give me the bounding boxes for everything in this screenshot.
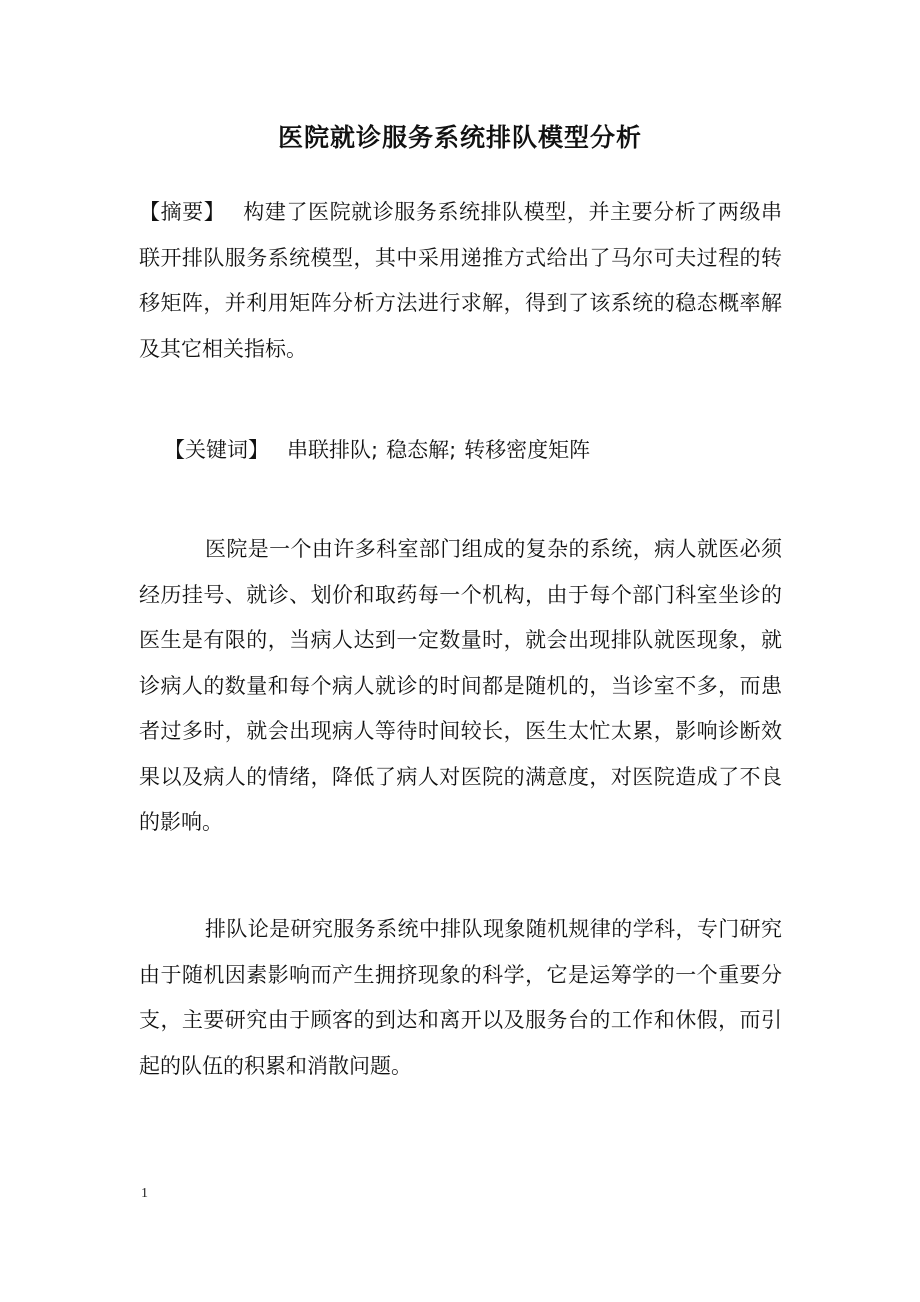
abstract-label: 【摘要】 xyxy=(139,200,226,224)
keywords-section xyxy=(164,428,782,474)
body-paragraph: 医院是一个由许多科室部门组成的复杂的系统，病人就医必须经历挂号、就诊、划价和取药每一个机构，由于每个部门科室坐诊的医生是有限的，当病人达到一定数量时，就会出现排队就医现象，就诊病人的数量和每个病人就诊的时间都是随机的，当诊室不多，而患者过多时，就会出现病人等待时间较长，医生太忙太累，影响诊断效果以及病人的情绪，降低了病人对医院的满意度，对医院造成了不良的影响。 xyxy=(139,537,782,834)
abstract-text: 构建了医院就诊服务系统排队模型，并主要分析了两级串联开排队服务系统模型，其中采用递推方式给出了马尔可夫过程的转移矩阵，并利用矩阵分析方法进行求解，得到了该系统的稳态概率解及其它相关指标。 xyxy=(139,200,783,361)
keywords-label: 【关键词】 xyxy=(164,438,269,462)
keyword-item: 稳态解; xyxy=(386,438,457,462)
page-number: 1 xyxy=(141,1186,148,1201)
body-paragraph: 排队论是研究服务系统中排队现象随机规律的学科，专门研究由于随机因素影响而产生拥挤现象的科学，它是运筹学的一个重要分支，主要研究由于顾客的到达和离开以及服务台的工作和休假，而引起的队伍的积累和消散问题。 xyxy=(139,917,782,1078)
keyword-item: 转移密度矩阵 xyxy=(464,438,591,462)
document-title: 医院就诊服务系统排队模型分析 xyxy=(277,123,642,152)
abstract-section xyxy=(139,190,782,372)
keyword-item: 串联排队; xyxy=(287,438,379,462)
